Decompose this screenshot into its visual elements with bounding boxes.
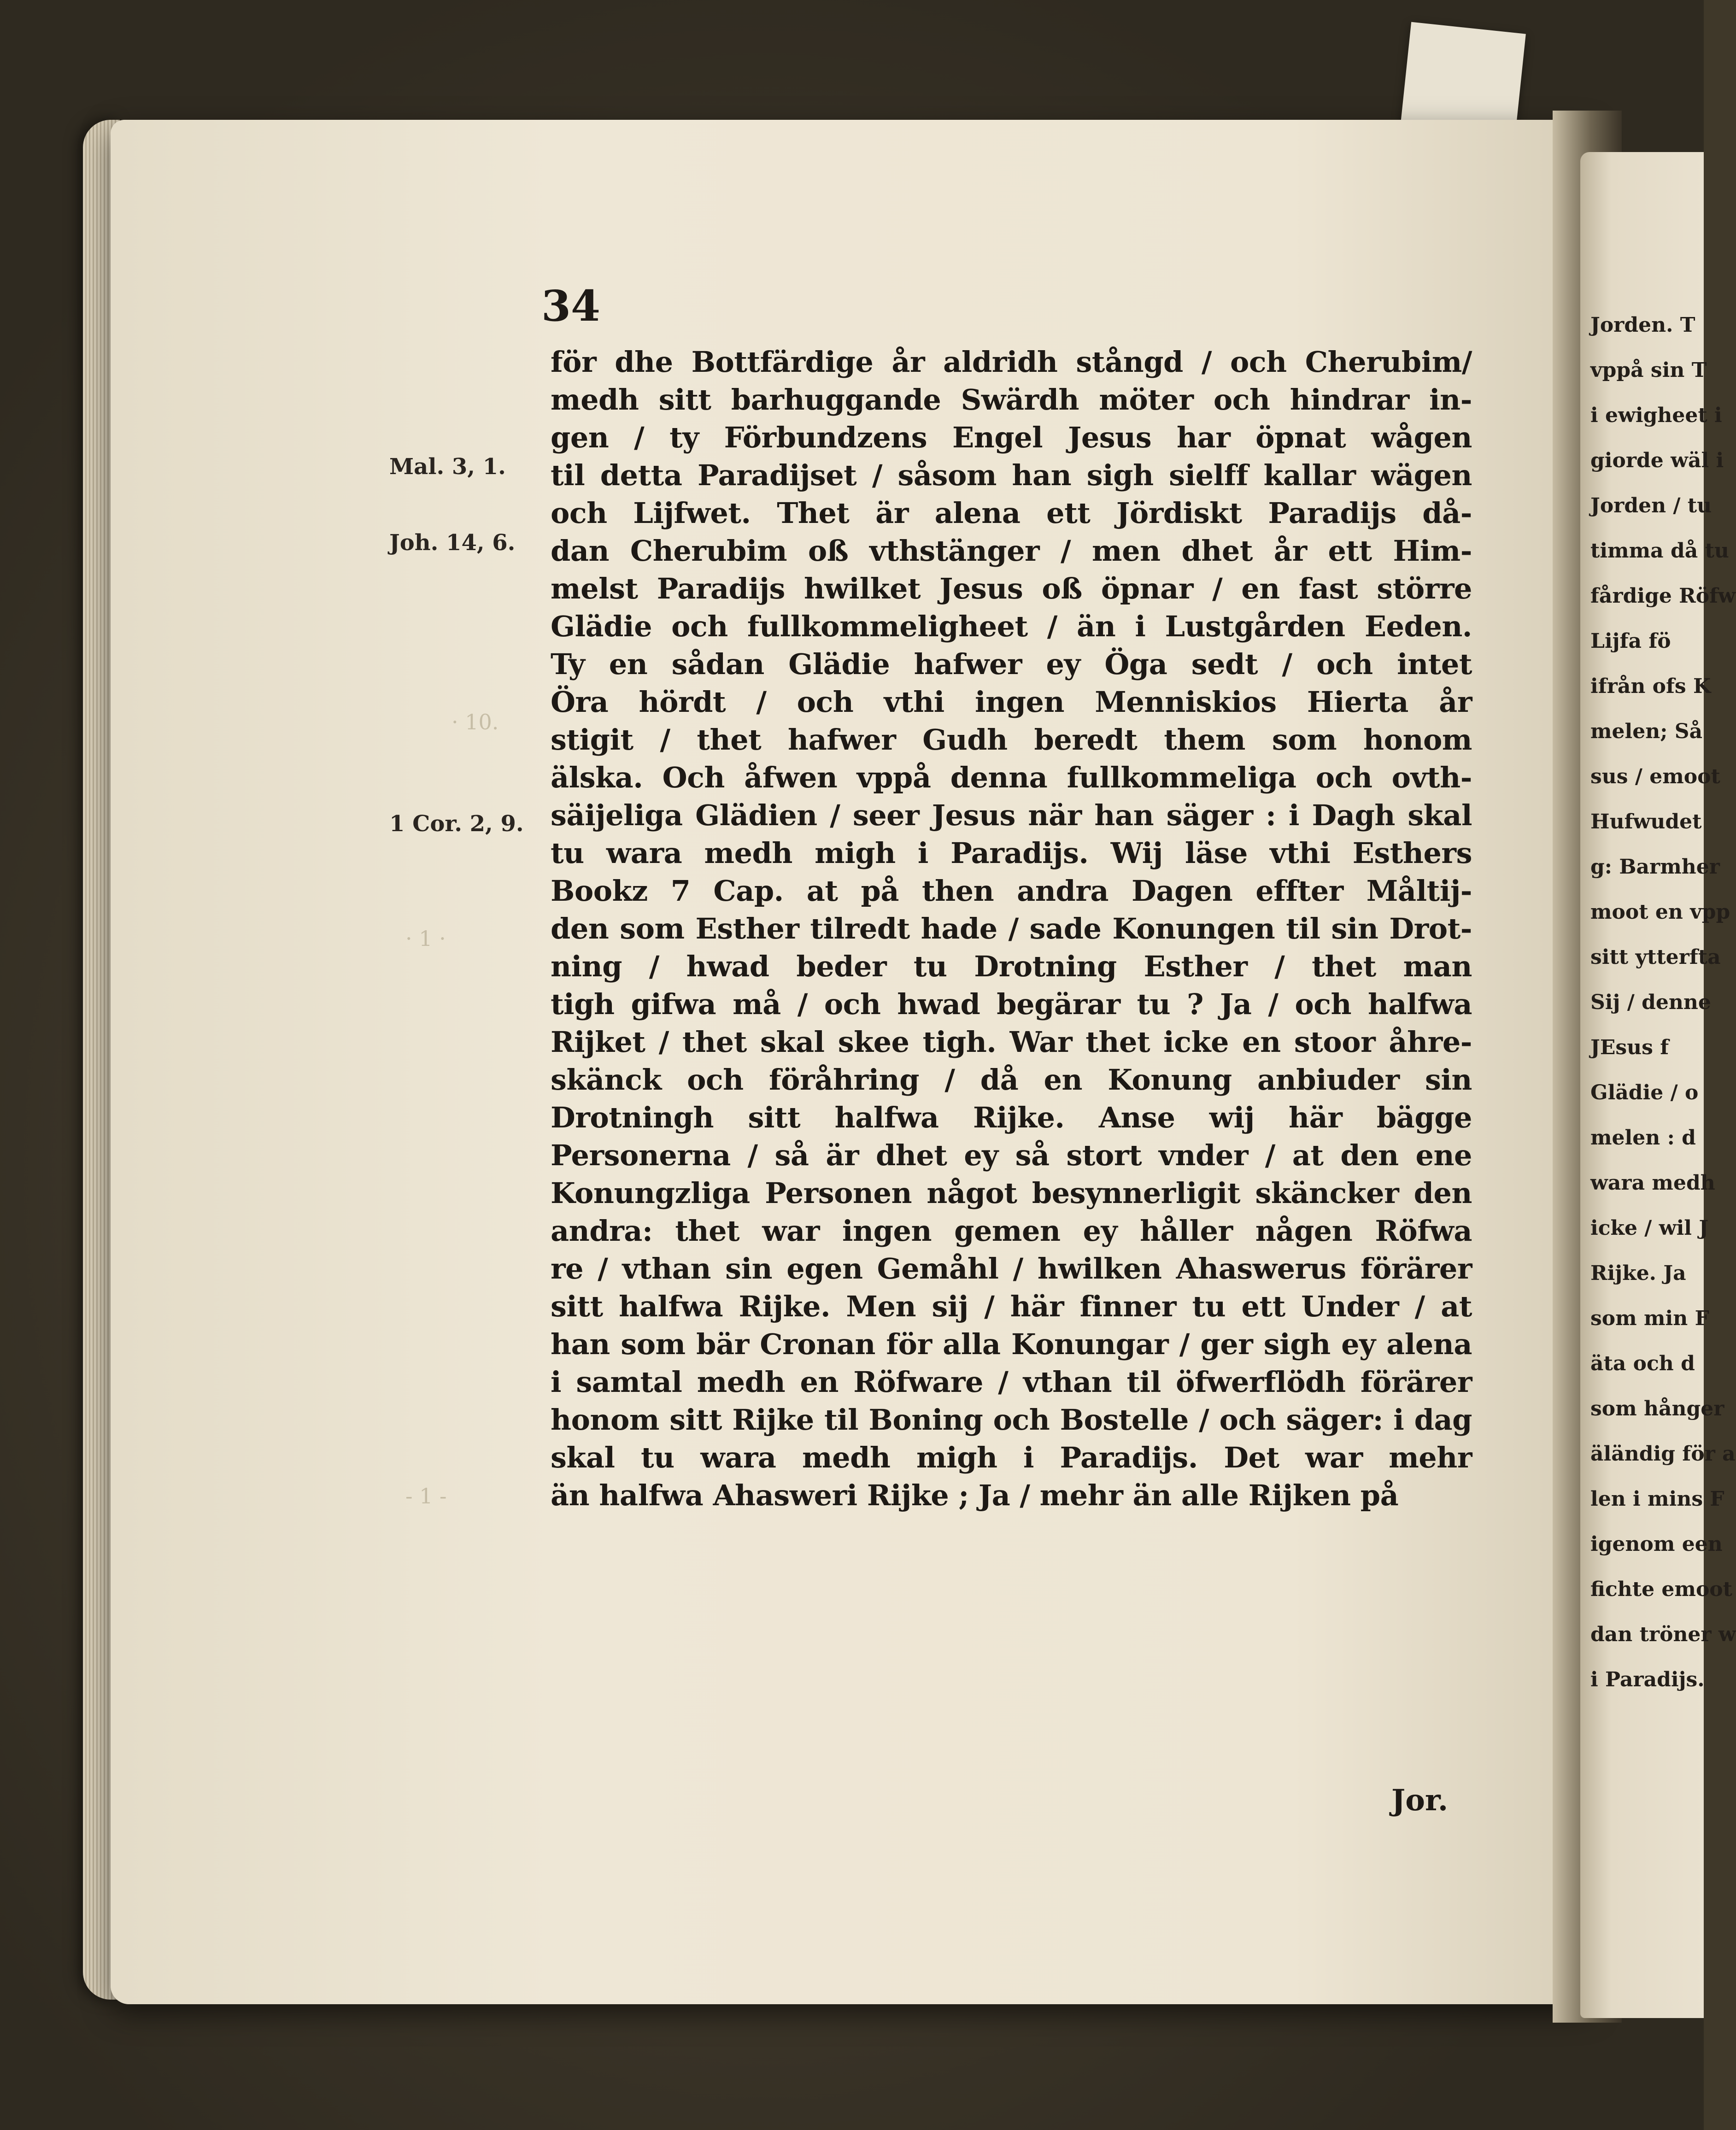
- text-line: och Lijfwet. Thet är alena ett Jördiskt Paradijs då-: [551, 496, 1472, 530]
- text-line: medh sitt barhuggande Swärdh möter och hindrar in-: [551, 383, 1472, 417]
- right-page-line: äländig för a: [1590, 1442, 1736, 1466]
- right-page-line: melen; Så: [1590, 720, 1703, 743]
- text-line: Drotningh sitt halfwa Rijke. Anse wij här bägge: [551, 1101, 1472, 1134]
- text-line: han som bär Cronan för alla Konungar / ger sigh ey alena: [551, 1327, 1472, 1361]
- text-line: skal tu wara medh migh i Paradijs. Det war mehr: [551, 1441, 1472, 1474]
- right-page: [1580, 152, 1736, 2018]
- text-line: Rijket / thet skal skee tigh. War thet icke en stoor åhre-: [551, 1025, 1472, 1059]
- margin-reference: Joh. 14, 6.: [389, 530, 516, 556]
- text-line: til detta Paradijset / såsom han sigh sielff kallar wägen: [551, 458, 1472, 492]
- text-line: än halfwa Ahasweri Rijke ; Ja / mehr än alle Rijken på: [551, 1479, 1399, 1512]
- text-line: re / vthan sin egen Gemåhl / hwilken Ahaswerus förärer: [551, 1252, 1472, 1285]
- right-page-line: Jorden / tu: [1590, 494, 1712, 517]
- right-page-line: sus / emoot: [1590, 765, 1720, 788]
- text-line: säijeliga Glädien / seer Jesus när han säger : i Dagh skal: [551, 798, 1472, 832]
- right-page-line: i Paradijs.: [1590, 1668, 1705, 1691]
- right-page-line: icke / wil J: [1590, 1216, 1709, 1240]
- text-line: Öra hördt / och vthi ingen Menniskios Hierta år: [551, 685, 1472, 719]
- margin-reference: 1 Cor. 2, 9.: [389, 811, 524, 837]
- right-page-line: moot en vpp: [1590, 900, 1730, 924]
- text-line: i samtal medh en Röfware / vthan til öfwerflödh förärer: [551, 1365, 1472, 1399]
- bleed-through-text: · 1 ·: [405, 926, 446, 951]
- page-number: 34: [541, 281, 601, 331]
- right-page-line: Glädie / o: [1590, 1081, 1699, 1104]
- text-line: stigit / thet hafwer Gudh beredt them som honom: [551, 723, 1472, 757]
- right-page-line: Hufwudet: [1590, 810, 1702, 833]
- text-line: melst Paradijs hwilket Jesus oß öpnar / en fast större: [551, 572, 1472, 605]
- text-line: Bookz 7 Cap. at på then andra Dagen effter Måltij-: [551, 874, 1472, 908]
- text-line: Glädie och fullkommeligheet / än i Lustgården Eeden.: [551, 610, 1472, 643]
- text-line: ning / hwad beder tu Drotning Esther / thet man: [551, 950, 1472, 983]
- right-page-line: äta och d: [1590, 1352, 1695, 1375]
- text-line: tigh gifwa må / och hwad begärar tu ? Ja / och halfwa: [551, 987, 1472, 1021]
- right-page-text: [1580, 313, 1736, 1713]
- margin-reference: Mal. 3, 1.: [389, 454, 506, 480]
- right-page-line: Lijfa fö: [1590, 629, 1671, 653]
- right-page-line: g: Barmher: [1590, 855, 1720, 879]
- text-line: honom sitt Rijke til Boning och Bostelle / och säger: i dag: [551, 1403, 1472, 1437]
- right-page-line: timma då tu: [1590, 539, 1729, 563]
- right-page-line: wara medh: [1590, 1171, 1715, 1195]
- bleed-through-text: · 10.: [452, 710, 499, 734]
- right-page-line: fårdige Röfw: [1590, 584, 1736, 608]
- right-page-line: fichte emoot: [1590, 1578, 1732, 1601]
- text-line: för dhe Bottfärdige år aldridh stångd / och Cherubim/: [551, 345, 1472, 379]
- right-page-line: Sij / denne: [1590, 991, 1711, 1014]
- text-line: den som Esther tilredt hade / sade Konungen til sin Drot-: [551, 912, 1472, 945]
- right-page-line: sitt ytterfta: [1590, 945, 1721, 969]
- right-page-line: melen : d: [1590, 1126, 1696, 1150]
- text-line: tu wara medh migh i Paradijs. Wij läse vthi Esthers: [551, 836, 1472, 870]
- right-page-line: igenom een: [1590, 1532, 1723, 1556]
- right-page-line: vppå sin T: [1590, 358, 1707, 382]
- text-line: skänck och föråhring / då en Konung anbiuder sin: [551, 1063, 1472, 1097]
- right-page-line: som min F: [1590, 1307, 1709, 1330]
- text-line: Konungzliga Personen något besynnerligit skäncker den: [551, 1176, 1472, 1210]
- text-line: Ty en sådan Glädie hafwer ey Öga sedt / och intet: [551, 647, 1472, 681]
- right-page-line: JEsus f: [1590, 1036, 1669, 1059]
- body-text: [551, 343, 1472, 1514]
- right-page-line: giorde wäl i: [1590, 449, 1724, 472]
- text-line: älska. Och åfwen vppå denna fullkommeliga och ovth-: [551, 761, 1472, 794]
- right-page-line: som hånger: [1590, 1397, 1724, 1420]
- right-page-line: i ewigheet i: [1590, 404, 1722, 427]
- right-page-line: Rijke. Ja: [1590, 1262, 1686, 1285]
- catchword: Jor.: [1391, 1783, 1449, 1818]
- right-page-line: ifrån ofs K: [1590, 675, 1711, 698]
- right-page-line: dan tröner w: [1590, 1623, 1736, 1646]
- bleed-through-text: - 1 -: [405, 1484, 447, 1508]
- right-page-line: Jorden. T: [1590, 313, 1695, 337]
- text-line: sitt halfwa Rijke. Men sij / här finner tu ett Under / at: [551, 1290, 1472, 1323]
- text-line: andra: thet war ingen gemen ey håller någen Röfwa: [551, 1214, 1472, 1248]
- right-page-line: len i mins F: [1590, 1487, 1724, 1511]
- text-line: gen / ty Förbundzens Engel Jesus har öpnat wågen: [551, 421, 1472, 454]
- text-line: Personerna / så är dhet ey så stort vnder / at den ene: [551, 1138, 1472, 1172]
- text-line: dan Cherubim oß vthstänger / men dhet år ett Him-: [551, 534, 1472, 568]
